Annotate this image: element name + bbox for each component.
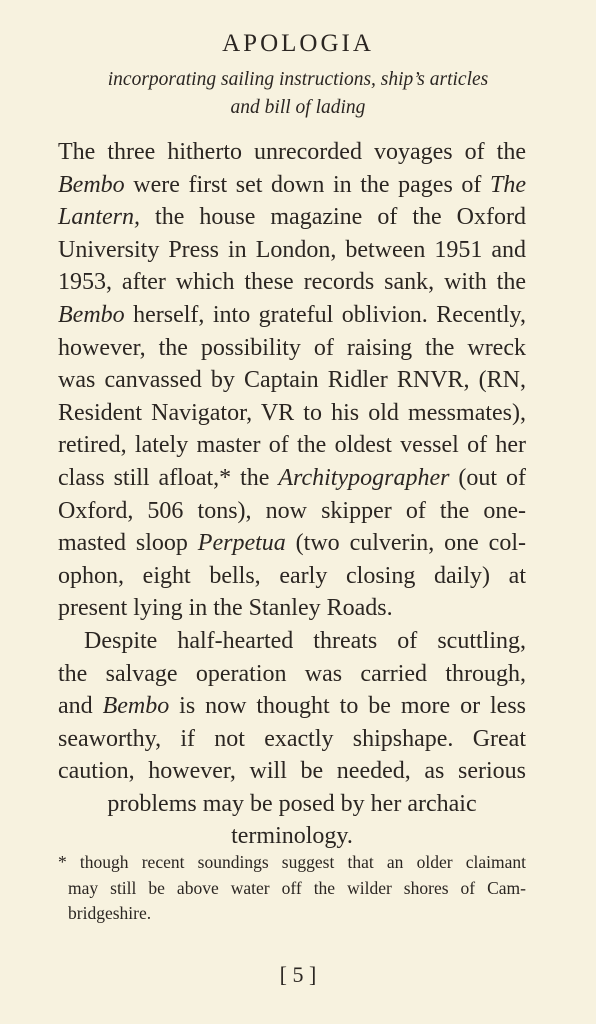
text-line [58,201,526,234]
text-line [58,690,526,723]
text-line [58,266,526,299]
italic-run: Bembo [102,693,170,720]
text-line [58,755,526,788]
text-run: is now thought to be more or less [169,693,526,720]
text-run: retired, lately master of the oldest vessel of her [58,432,526,459]
text-line [58,658,526,691]
text-line [58,560,526,593]
page-subtitle [0,66,596,122]
text-run: (out of [449,464,526,491]
paragraph-2 [58,625,526,853]
text-run: 1953, after which these records sank, with the [58,269,526,296]
text-run: ophon, eight bells, early closing daily) at [58,562,526,589]
italic-run: Bembo [58,301,125,328]
text-run: seaworthy, if not exactly shipshape. Great [58,725,526,752]
text-run: terminology. [231,823,353,850]
text-line [58,625,526,658]
text-run: caution, however, will be needed, as serious [58,758,526,785]
text-run: * though recent soundings suggest that an older claimant [58,852,526,872]
text-line [58,136,526,169]
subtitle-line: incorporating sailing instructions, ship’s articles [107,69,489,90]
text-run: Resident Navigator, VR to his old messmates), [58,399,526,426]
text-line [58,169,526,202]
footnote [58,850,526,927]
text-line [58,527,526,560]
text-run: however, the possibility of raising the wreck [58,334,526,361]
text-line [58,462,526,495]
subtitle-line: and bill of lading [230,97,366,118]
italic-run: Perpetua [197,530,286,557]
text-line [58,299,526,332]
text-line [58,820,526,853]
text-line [58,332,526,365]
text-run: The three hitherto unrecorded voyages of the [58,139,526,165]
body-text [58,136,526,853]
text-run: may still be above water off the wilder shores of Cam- [68,877,526,898]
text-run: problems may be posed by her archaic [107,790,477,817]
text-run: and [58,693,103,720]
text-run: the house magazine of the Oxford [140,204,526,231]
text-line [58,429,526,462]
text-run: were first set down in the pages of [124,171,490,198]
text-line [58,788,526,821]
text-run: the salvage operation was carried through, [58,660,526,687]
page-number: [ 5 ] [279,962,317,987]
footnote-line [58,876,526,902]
italic-run: The [490,171,526,198]
page-title: APOLOGIA [222,30,374,57]
text-run: bridgeshire. [68,903,152,923]
text-run: University Press in London, between 1951 and [58,236,526,263]
footnote-line [58,850,526,876]
text-run: Despite half-hearted threats of scuttling, [84,627,526,654]
italic-run: Bembo [58,171,125,198]
italic-run: Architypographer [278,464,450,491]
italic-run: Lantern, [58,204,141,231]
text-run: masted sloop [58,530,198,557]
text-line [58,723,526,756]
text-line [58,592,526,625]
text-line [58,495,526,528]
paragraph-1 [58,136,526,625]
text-run: class still afloat,* the [58,464,279,491]
text-run: (two culverin, one col- [285,530,526,557]
text-run: present lying in the Stanley Roads. [58,595,393,622]
text-run: was canvassed by Captain Ridler RNVR, (RN, [58,367,526,394]
footnote-line [58,901,526,927]
text-line [58,234,526,267]
text-run: herself, into grateful oblivion. Recently, [124,301,526,328]
text-line [58,397,526,430]
text-run: Oxford, 506 tons), now skipper of the one- [58,497,526,524]
text-line [58,364,526,397]
